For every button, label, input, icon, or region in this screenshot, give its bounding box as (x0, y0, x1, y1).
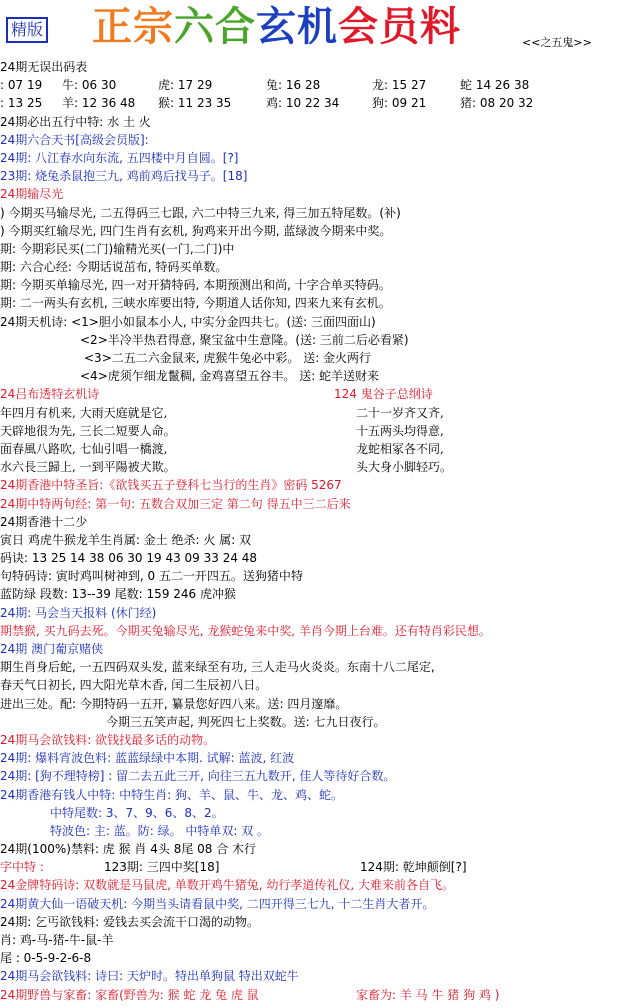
line-52 (0, 986, 621, 1004)
zodiac-cell: 牛: 06 30 (62, 78, 117, 93)
line-1: 24期无误出码表 (0, 60, 88, 74)
poem-left: 水六長三歸上, 一到平陽被犬欺。 (0, 460, 176, 475)
line-4: 24期必出五行中特: 水 土 火 (0, 114, 151, 129)
line-33: 24期 澳门葡京赌侠 (0, 642, 104, 656)
line-18 (0, 367, 621, 385)
line-49: 肖: 鸡-马-猪-牛-鼠-羊 (0, 933, 114, 947)
line-8: 24期输尽光 (0, 187, 64, 202)
poem-line: <3>二五二六金鼠来, 虎猴牛兔必中彩。 送: 金火两行 (84, 351, 372, 365)
poem-line: <4>虎须乍细龙鬣稠, 金鸡喜望五谷丰。 送: 蛇羊送财来 (80, 369, 380, 384)
line-45 (0, 858, 621, 876)
line-50: 尾 : 0-5-9-2-6-8 (0, 951, 92, 966)
zodiac-cell: 猪: 08 20 32 (460, 96, 534, 111)
title-char: 宗 (133, 3, 174, 50)
title-char: 六 (174, 3, 215, 50)
title-char: 正 (92, 3, 133, 50)
line-21 (0, 422, 621, 440)
line-48: 24期: 乞丐欲钱料: 爱钱去买会流干口渴的动物。 (0, 914, 259, 929)
line-11: 期: 今期彩民买(二门)输精光买(一门,二门)中 (0, 241, 235, 256)
poem-line: <2>半冷半热君得意, 聚宝盆中生意隆。(送: 三前二后必看紧) (80, 332, 409, 347)
line-3 (0, 94, 621, 112)
line-6: 24期: 八江春水向东流, 五四楼中月自圆。[?] (0, 150, 239, 165)
title-char: 料 (420, 3, 461, 50)
line-39: 24期: 爆料宵波色料: 蓝蓝绿绿中本期. 试解: 蓝波, 红波 (0, 751, 295, 766)
subtitle: <<之五鬼>> (522, 36, 592, 49)
line-10: ) 今期买红输尽光, 四门生肖有玄机, 狗鸡来开出今期, 蓝绿波今期来中奖。 (0, 223, 392, 238)
poem-left: 面春風八路吹, 七仙引唱一橋渡, (0, 441, 168, 456)
title-char: 玄 (256, 3, 297, 50)
line-12: 期: 六合心经: 今期话说茁布, 特码买单数。 (0, 260, 228, 275)
line-25: 24期中特两句经: 第一句: 五数合双加三定 第二句 得五中三二后来 (0, 496, 351, 511)
line-9: ) 今期买马输尽光, 二五得码三七跟, 六二中特三九来, 得三加五特尾数。(补) (0, 205, 401, 220)
zodiac-cell: 兔: 16 28 (266, 78, 321, 93)
content-lines (0, 58, 621, 1004)
edition-badge: 精版 (6, 17, 48, 43)
line-24: 24期香港中特圣旨:《欲钱买五子登科七当行的生肖》密码 5267 (0, 478, 342, 493)
zodiac-cell: 羊: 12 36 48 (62, 96, 136, 111)
zodiac-cell: 猴: 11 23 35 (158, 96, 232, 111)
period-123: 123期: 三四中奖[18] (104, 860, 220, 875)
line-28: 码诀: 13 25 14 38 06 30 19 43 09 33 24 48 (0, 551, 258, 566)
header (0, 0, 621, 58)
line-16 (0, 331, 621, 349)
poem-left: 天辟地很为先, 三长二短要人命。 (0, 423, 176, 438)
line-30: 蓝防绿 段数: 13--39 尾数: 159 246 虎冲猴 (0, 587, 236, 602)
line-43 (0, 822, 621, 840)
line-20 (0, 404, 621, 422)
poem-title-right: 124 鬼谷子总纲诗 (334, 387, 433, 402)
poem-right: 二十一岁齐又齐, (356, 405, 444, 420)
zodiac-cell: 蛇 14 26 38 (460, 78, 530, 93)
zodiac-cell: 鸡: 10 22 34 (266, 96, 340, 111)
line-47: 24期黄大仙一语破天机: 今期当头请看鼠中奖, 二四开得三七九, 十二生肖大者开。 (0, 896, 435, 911)
line-37 (0, 713, 621, 731)
line-22 (0, 440, 621, 458)
line-7: 23期: 烧兔杀鼠抱三九, 鸡前鸡后找马子。[18] (0, 169, 248, 184)
page-title (92, 2, 461, 52)
zodiac-cell: : 13 25 (0, 96, 43, 111)
line-13: 期: 今期买单输尽光, 四一对开猜特码, 本期预测出和尚, 十字合单买特码。 (0, 278, 391, 293)
indented-text: 今期三五笑声起, 判死四七上奖数。送: 七九日夜行。 (106, 714, 386, 729)
zodiac-cell: 虎: 17 29 (158, 78, 213, 93)
line-2 (0, 76, 621, 94)
special-label: 字中特 : (0, 860, 44, 875)
line-14: 期: 二一两头有玄机, 三峡水库要出特, 今期道人话你知, 四来九来有玄机。 (0, 296, 391, 311)
line-46: 24金牌特码诗: 双数就是马鼠虎, 单数开鸡牛猪兔, 幼行孝道传礼仪, 大难来前各自飞。 (0, 878, 455, 893)
poem-right: 头大身小脚轻巧。 (356, 460, 453, 475)
indented-text: 特波色: 主: 蓝。防: 绿。 中特单双: 双 。 (50, 823, 270, 838)
line-23 (0, 458, 621, 476)
title-char: 员 (379, 3, 420, 50)
line-41: 24期香港有钱人中特: 中特生肖: 狗、羊、鼠、牛、龙、鸡、蛇。 (0, 787, 343, 802)
line-5: 24期六合天书[高级会员版]: (0, 132, 149, 147)
line-26: 24期香港十二少 (0, 514, 88, 529)
line-31: 24期: 马会当天报料 (休门经) (0, 605, 157, 620)
line-35: 春天气日初长, 四大阳光草木香, 闰二生辰初八日。 (0, 678, 268, 693)
wild-animals: 24期野兽与家畜: 家畜(野兽为: 猴 蛇 龙 兔 虎 鼠 (0, 987, 259, 1002)
poem-left: 年四月有机来, 大雨天庭就是它, (0, 405, 168, 420)
line-44: 24期(100%)禁料: 虎 猴 肖 4头 8尾 08 合 木行 (0, 842, 257, 857)
title-char: 会 (338, 3, 379, 50)
line-38: 24期马会欲钱料: 欲钱找最多话的动物。 (0, 732, 216, 747)
line-32: 期禁猴, 买九码去死。今期买兔输尽光, 龙猴蛇兔来中奖, 羊肖今期上台难。还有特肖彩民想。 (0, 623, 491, 638)
title-char: 机 (297, 3, 338, 50)
poem-title-left: 24吕布透特玄机诗 (0, 387, 100, 402)
line-17 (0, 349, 621, 367)
poem-right: 十五两头均得意, (356, 423, 444, 438)
line-42 (0, 804, 621, 822)
zodiac-cell: : 07 19 (0, 78, 43, 93)
line-19 (0, 385, 621, 403)
line-34: 期生肖身后蛇, 一五四码双头发, 蓝来绿至有功, 三人走马火炎炎。东南十八二尾定, (0, 660, 435, 675)
line-51: 24期马会欲钱料: 诗曰: 天炉时。特出单狗鼠 特出双蛇牛 (0, 969, 299, 984)
line-15: 24期天机诗: <1>胆小如鼠本小人, 中实分金四共七。(送: 三面四面山) (0, 314, 376, 329)
title-char: 合 (215, 3, 256, 50)
line-29: 句特码诗: 寅时鸡叫树神到, 0 五二一开四五。送狗猪中特 (0, 569, 303, 584)
line-40: 24期: [狗不理特榜] : 留二去五此三开, 向往三五九数开, 佳人等待好合数。 (0, 769, 396, 784)
zodiac-cell: 龙: 15 27 (372, 78, 427, 93)
indented-text: 中特尾数: 3、7、9、6、8、2。 (50, 805, 224, 820)
period-124: 124期: 乾坤颠倒[?] (360, 860, 467, 875)
domestic-animals: 家畜为: 羊 马 牛 猪 狗 鸡 ) (356, 987, 500, 1002)
zodiac-cell: 狗: 09 21 (372, 96, 427, 111)
line-36: 进出三处。配: 今期特码一五开, 纂景您好四八来。送: 四月邃靡。 (0, 696, 348, 711)
line-27: 寅日 鸡虎牛猴龙羊生肖属: 金土 绝杀: 火 属: 双 (0, 532, 252, 547)
poem-right: 龙蛇相冢各不同, (356, 441, 444, 456)
